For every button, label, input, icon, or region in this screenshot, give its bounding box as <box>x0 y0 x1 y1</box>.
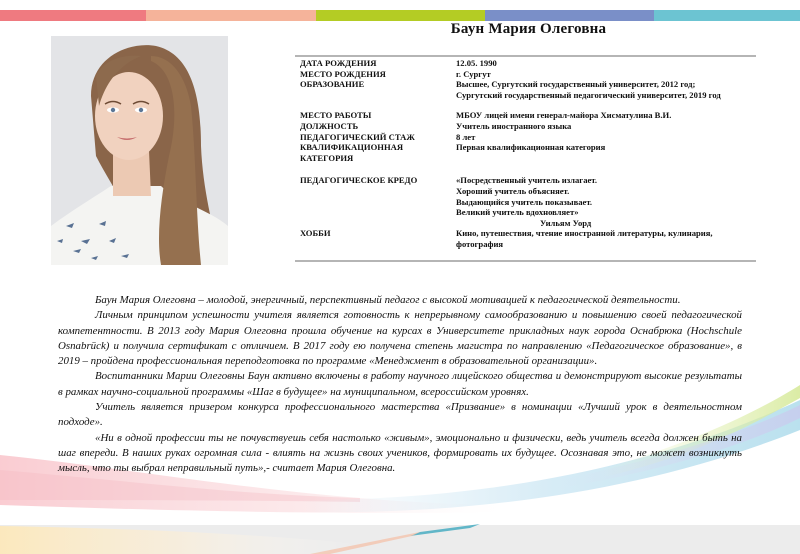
stripe-segment-peach <box>146 10 316 21</box>
info-row-birth-place <box>300 69 760 80</box>
value: МБОУ лицей имени генерал-майора Хисматулина В.И. <box>456 110 672 121</box>
info-row-category <box>300 142 760 163</box>
education-line: Высшее, Сургутский государственный университет, 2012 год; <box>456 79 696 90</box>
value: 12.05. 1990 <box>456 58 497 68</box>
bio-paragraph: Воспитанники Марии Олеговны Баун активно включены в работу научного лицейского общества и демонстрируют высокие результаты в рамках научно-социальной программы «Шаг в будущее» на муниципальном, всероссийском уровнях. <box>58 370 742 398</box>
value <box>456 175 760 228</box>
label: МЕСТО РОЖДЕНИЯ <box>300 68 386 79</box>
label-line: КВАЛИФИКАЦИОННАЯ <box>300 142 404 153</box>
bio-paragraph: «Ни в одной профессии ты не почувствуешь себя настолько «живым», эмоционально и физически, ведь учитель всегда должен быть на шаг впереди. В наших руках огромная сила - влиять на жизнь своих учеников, формировать их будущее. Осознавая это, не может возникнуть мысль, что ты выбрал неправильный путь»,- считает Мария Олеговна. <box>58 431 742 475</box>
stripe-segment-green <box>316 10 485 21</box>
info-row-position <box>300 121 760 132</box>
value <box>456 79 760 100</box>
value: Первая квалификационная категория <box>456 142 606 153</box>
top-divider <box>295 55 756 57</box>
info-row-education <box>300 79 760 100</box>
bio-paragraph: Учитель является призером конкурса профессионального мастерства «Призвание» в номинации «Лучший урок в деятельностном подходе». <box>58 401 742 429</box>
label: ПЕДАГОГИЧЕСКОЕ КРЕДО <box>300 175 418 186</box>
credo-author: Уильям Уорд <box>540 217 592 228</box>
info-table <box>300 58 760 250</box>
label: ДОЛЖНОСТЬ <box>300 120 359 131</box>
info-row-credo <box>300 175 760 228</box>
value: 8 лет <box>456 131 476 142</box>
credo-line: Хороший учитель объясняет. <box>456 185 570 196</box>
label: ОБРАЗОВАНИЕ <box>300 79 365 90</box>
credo-line: Выдающийся учитель показывает. <box>456 196 593 207</box>
stripe-segment-blue <box>485 10 654 21</box>
label: ПЕДАГОГИЧЕСКИЙ СТАЖ <box>300 131 415 142</box>
info-row-workplace <box>300 110 760 121</box>
hobby-line: фотография <box>456 238 504 249</box>
label <box>300 142 456 163</box>
page-title: Баун Мария Олеговна <box>450 21 607 37</box>
value <box>456 228 760 249</box>
credo-line: Великий учитель вдохновляет» <box>456 207 579 218</box>
bio-paragraph: Личным принципом успешности учителя является готовность к непрерывному самообразованию и повышению своей педагогической компетентности. В 2013 году Мария Олеговна прошла обучение на курсах в Университете прикладных наук города Оснабрюка (Hochschule Osnabrück) и получила сертификат с отличием. В 2017 году ею получена степень магистра по направлению «Педагогическое образование», в 2019 – пройдена профессиональная переподготовка по программе «Менеджмент в образовательной организации». <box>58 309 742 368</box>
label: ДАТА РОЖДЕНИЯ <box>300 58 377 68</box>
credo-line: «Посредственный учитель излагает. <box>456 175 598 186</box>
value: г. Сургут <box>456 68 491 79</box>
info-row-experience <box>300 132 760 143</box>
biography-text <box>58 293 742 477</box>
info-row-birth-date <box>300 58 760 69</box>
hobby-line: Кино, путешествия, чтение иностранной литературы, кулинария, <box>456 228 713 239</box>
info-row-hobby <box>300 228 760 249</box>
bottom-divider <box>295 260 756 262</box>
label: МЕСТО РАБОТЫ <box>300 110 372 121</box>
stripe-segment-red <box>0 10 146 21</box>
label-line: КАТЕГОРИЯ <box>300 152 354 163</box>
value: Учитель иностранного языка <box>456 120 572 131</box>
stripe-segment-cyan <box>654 10 800 21</box>
bio-paragraph: Баун Мария Олеговна – молодой, энергичный, перспективный педагог с высокой мотивацией к педагогической деятельности. <box>95 294 681 306</box>
color-stripe-bar <box>0 10 800 21</box>
portrait-photo <box>51 36 228 265</box>
education-line: Сургутский государственный педагогический университет, 2019 год <box>456 89 721 100</box>
label: ХОББИ <box>300 228 331 239</box>
